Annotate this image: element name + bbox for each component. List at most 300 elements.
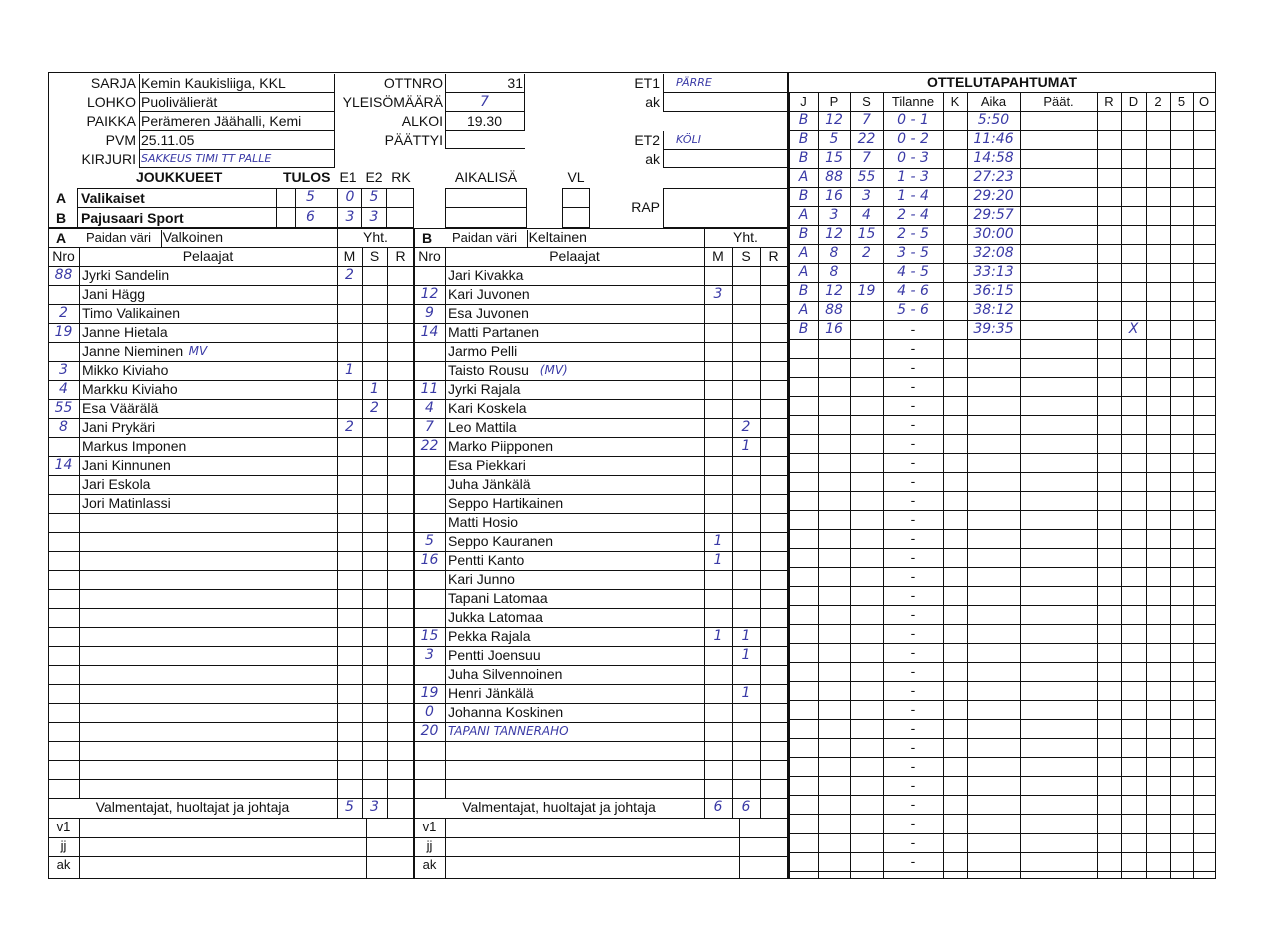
roster-row-line: [48, 551, 414, 552]
shirt-color-value[interactable]: Keltainen: [528, 229, 587, 245]
roster-row-line: [48, 665, 414, 666]
col-line: [445, 818, 446, 878]
staff-label: Valmentajat, huoltajat ja johtaja: [462, 799, 656, 815]
player-number: 12: [420, 286, 439, 302]
event-score-empty: -: [910, 435, 916, 451]
event-score: 4 - 5: [897, 264, 929, 280]
field-label: OTTNRO: [383, 75, 443, 91]
event-score: 1 - 4: [897, 188, 929, 204]
rk-right: [413, 188, 414, 228]
player-name[interactable]: Johanna Koskinen: [448, 704, 564, 720]
referee-et1[interactable]: PÄRRE: [676, 76, 712, 89]
shirt-color-box: [161, 230, 162, 247]
event-time: 5:50: [977, 112, 1010, 128]
col-line: [362, 247, 363, 818]
event-score: 2 - 5: [897, 226, 929, 242]
team-letter: B: [56, 210, 67, 226]
event-score-empty: -: [910, 682, 916, 698]
event-team: B: [798, 150, 809, 166]
event-time: 32:08: [973, 245, 1014, 261]
roster-top: [48, 228, 414, 229]
player-name[interactable]: Seppo Kauranen: [448, 533, 554, 549]
sarja-right: [334, 74, 335, 168]
col-line: [79, 818, 80, 878]
event-score-empty: -: [910, 663, 916, 679]
roster-row-line: [48, 627, 414, 628]
roster-row-line: [48, 437, 414, 438]
shirt-color-label: Paidan väri: [452, 230, 518, 245]
events-col-header: 2: [1154, 94, 1162, 109]
field-value-paikka[interactable]: Perämeren Jäähalli, Kemi: [141, 113, 302, 129]
sarja-left: [139, 74, 140, 168]
player-name[interactable]: Jani Kinnunen: [82, 457, 171, 473]
events-line: [789, 92, 1215, 93]
player-number: 4: [59, 381, 68, 397]
col-line: [387, 247, 388, 818]
events-row-line: [789, 833, 1215, 834]
event-assist: 55: [857, 169, 876, 185]
col-goals: M: [343, 248, 356, 264]
player-name[interactable]: Esa Juvonen: [448, 305, 529, 321]
events-row-line: [789, 700, 1215, 701]
roster-top: [414, 228, 787, 229]
events-col-line: [1020, 92, 1021, 879]
player-name[interactable]: Jani Hägg: [82, 286, 146, 302]
player-name[interactable]: Juha Silvennoinen: [448, 666, 563, 682]
event-time: 38:12: [973, 302, 1014, 318]
event-time: 36:15: [973, 283, 1014, 299]
field-line: [445, 130, 525, 131]
roster-row-line: [48, 247, 414, 248]
roster-row-line: [48, 304, 414, 305]
col-line: [445, 247, 446, 798]
shirt-color-box: [527, 230, 528, 247]
events-row-line: [789, 396, 1215, 397]
player-note: (MV): [539, 363, 568, 377]
event-score-empty: -: [910, 796, 916, 812]
player-name[interactable]: TAPANI TANNERAHO: [448, 724, 569, 738]
field-value-sarja[interactable]: Kemin Kaukisliiga, KKL: [141, 75, 286, 91]
event-score-empty: -: [910, 587, 916, 603]
field-line: [445, 111, 525, 112]
field-label: PÄÄTTYI: [384, 132, 443, 148]
field-label: ak: [645, 94, 660, 110]
event-score: 0 - 3: [897, 150, 929, 166]
player-name[interactable]: Jukka Latomaa: [448, 609, 543, 625]
player-name[interactable]: Mikko Kiviaho: [82, 362, 169, 378]
player-note: MV: [188, 344, 208, 358]
field-label: ET2: [634, 132, 660, 148]
event-assist: 15: [857, 226, 876, 242]
field-label: KIRJURI: [81, 151, 136, 167]
event-assist: 7: [862, 150, 871, 166]
field-value-lohko[interactable]: Puolivälierät: [141, 94, 218, 110]
e1-right: [361, 188, 362, 228]
timeout-a: [445, 188, 527, 208]
player-number: 19: [420, 685, 439, 701]
player-name[interactable]: Leo Mattila: [448, 419, 517, 435]
rap-label: RAP: [631, 199, 660, 215]
roster-row-line: [48, 399, 414, 400]
team-line: [77, 207, 414, 208]
event-score-empty: -: [910, 492, 916, 508]
events-row-line: [789, 795, 1215, 796]
player-number: 9: [425, 305, 434, 321]
player-number: 22: [420, 438, 439, 454]
event-team: A: [798, 264, 809, 280]
team-period1: 0: [345, 189, 355, 205]
event-assist: 2: [862, 245, 871, 261]
tulos-heading: TULOS: [283, 169, 331, 185]
events-col-line: [1146, 92, 1147, 879]
player-name[interactable]: Matti Partanen: [448, 324, 540, 340]
col-players: Pelaajat: [182, 248, 234, 264]
player-number: 3: [59, 362, 68, 378]
staff-assists: 3: [370, 799, 379, 815]
player-number: 2: [59, 305, 68, 321]
event-team: B: [798, 112, 809, 128]
roster-row-line: [48, 741, 414, 742]
player-name[interactable]: Henri Jänkälä: [448, 685, 534, 701]
event-score-empty: -: [910, 511, 916, 527]
event-team: B: [798, 321, 809, 337]
field-line: [663, 111, 787, 112]
player-name[interactable]: Kari Junno: [448, 571, 515, 587]
roster-row-line: [48, 798, 414, 799]
col-line: [732, 247, 733, 818]
player-goals: 3: [713, 286, 723, 302]
player-name[interactable]: Jari Eskola: [82, 476, 151, 492]
player-name[interactable]: Matti Hosio: [448, 514, 519, 530]
event-score-empty: -: [910, 625, 916, 641]
staff-goals: 6: [713, 799, 723, 815]
col-nro: Nro: [52, 248, 75, 264]
player-goals: 1: [713, 552, 723, 568]
player-number: 19: [54, 324, 73, 340]
score-left: [295, 188, 296, 228]
player-name[interactable]: Marko Piipponen: [448, 438, 554, 454]
player-name[interactable]: Pentti Joensuu: [448, 647, 541, 663]
events-row-line: [789, 415, 1215, 416]
player-assists: 1: [370, 381, 379, 397]
field-line: [663, 167, 787, 168]
col-line: [760, 247, 761, 818]
player-name[interactable]: Juha Jänkälä: [448, 476, 531, 492]
roster-row-line: [48, 418, 414, 419]
roster-letter: A: [56, 230, 67, 246]
events-row-line: [789, 434, 1215, 435]
event-score-empty: -: [910, 758, 916, 774]
player-name[interactable]: Markku Kiviaho: [82, 381, 178, 397]
field-label: PVM: [105, 132, 136, 148]
event-scorer: 16: [825, 321, 843, 337]
col-assists: S: [741, 248, 751, 264]
roster-line: [414, 837, 787, 838]
event-score: 5 - 6: [897, 302, 929, 318]
field-label: ALKOI: [401, 113, 443, 129]
events-col-header: O: [1198, 94, 1210, 109]
col-line: [337, 228, 338, 818]
events-col-header: D: [1128, 94, 1139, 109]
event-score-empty: -: [910, 606, 916, 622]
player-name[interactable]: Janne Nieminen: [82, 343, 184, 359]
player-name[interactable]: Taisto Rousu: [448, 362, 529, 378]
col-assists: S: [369, 248, 380, 264]
events-row-line: [789, 510, 1215, 511]
events-row-line: [789, 472, 1215, 473]
event-score-empty: -: [910, 340, 916, 356]
roster-row-line: [48, 456, 414, 457]
field-line: [139, 111, 335, 112]
roster-row-line: [48, 475, 414, 476]
sign-col-line: [739, 818, 740, 878]
field-value-ottnro[interactable]: 31: [507, 75, 523, 91]
col-line: [704, 228, 705, 818]
player-name[interactable]: Esa Väärälä: [82, 400, 159, 416]
events-col-header: J: [800, 94, 807, 109]
event-team: B: [798, 188, 809, 204]
roster-row-line: [48, 703, 414, 704]
field-line: [445, 92, 525, 93]
field-line: [139, 92, 335, 93]
event-scorer: 15: [825, 150, 843, 166]
team-name-b[interactable]: Pajusaari Sport: [81, 210, 184, 226]
event-scorer: 3: [829, 207, 839, 223]
team-score: 5: [306, 189, 315, 205]
field-label: YLEISÖMÄÄRÄ: [342, 94, 443, 110]
player-name[interactable]: Jarmo Pelli: [448, 343, 518, 359]
player-assists: 2: [741, 419, 751, 435]
events-row-line: [789, 491, 1215, 492]
roster-line: [414, 856, 787, 857]
player-name[interactable]: Kari Koskela: [448, 400, 527, 416]
roster-line: [48, 837, 414, 838]
field-line: [663, 149, 787, 150]
ottnro-right: [524, 74, 525, 130]
player-name[interactable]: Pentti Kanto: [448, 552, 525, 568]
player-name[interactable]: Tapani Latomaa: [448, 590, 548, 606]
player-assists: 1: [741, 628, 751, 644]
totals-label: Yht.: [363, 229, 388, 245]
e1-heading: E1: [339, 169, 357, 185]
col-penalties: R: [768, 248, 779, 264]
field-label: ET1: [634, 75, 660, 91]
event-scorer: 12: [825, 283, 843, 299]
events-row-line: [789, 624, 1215, 625]
roster-letter: B: [422, 230, 433, 246]
player-number: 11: [420, 381, 439, 397]
events-row-line: [789, 757, 1215, 758]
event-assist: 4: [862, 207, 871, 223]
event-time: 39:35: [973, 321, 1014, 337]
roster-row-line: [48, 589, 414, 590]
events-col-line: [1170, 92, 1171, 879]
event-assist: 22: [857, 131, 876, 147]
roster-row-line: [48, 532, 414, 533]
event-score-empty: -: [910, 815, 916, 831]
event-score: 0 - 2: [897, 131, 929, 147]
events-row-line: [789, 586, 1215, 587]
roster-row-line: [48, 342, 414, 343]
col-nro: Nro: [418, 248, 441, 264]
player-goals: 1: [713, 533, 723, 549]
shirt-color-value[interactable]: Valkoinen: [162, 229, 224, 245]
player-name[interactable]: Janne Hietala: [82, 324, 168, 340]
player-name[interactable]: Jari Kivakka: [448, 267, 524, 283]
vl-heading: VL: [567, 169, 585, 185]
col-players: Pelaajat: [549, 248, 600, 264]
roster-row-line: [48, 323, 414, 324]
score-right: [337, 188, 338, 228]
player-number: 14: [54, 457, 73, 473]
event-score-empty: -: [910, 720, 916, 736]
player-number: 88: [54, 267, 73, 283]
event-score-empty: -: [910, 454, 916, 470]
events-row-line: [789, 662, 1215, 663]
team-name-left: [77, 188, 78, 228]
sign-ak: ak: [56, 857, 71, 872]
event-team: A: [798, 169, 809, 185]
player-assists: 1: [741, 438, 751, 454]
field-label: PAIKKA: [86, 113, 136, 129]
event-score-empty: -: [910, 644, 916, 660]
totals-label: Yht.: [733, 229, 758, 245]
sign-v1: v1: [56, 819, 71, 834]
col-goals: M: [712, 248, 724, 264]
staff-goals: 5: [345, 799, 354, 815]
frame-bottom: [48, 878, 1216, 879]
field-label: LOHKO: [86, 94, 136, 110]
player-goals: 1: [713, 628, 723, 644]
roster-row-line: [48, 361, 414, 362]
player-assists: 2: [370, 400, 379, 416]
player-number: 0: [425, 704, 434, 720]
vl-a: [562, 188, 590, 208]
event-time: 14:58: [973, 150, 1014, 166]
player-goals: 2: [345, 419, 354, 435]
player-number: 8: [59, 419, 68, 435]
events-col-header: R: [1104, 94, 1114, 109]
events-row-line: [789, 681, 1215, 682]
events-row-line: [789, 339, 1215, 340]
events-col-header: K: [950, 94, 960, 109]
events-row-line: [789, 814, 1215, 815]
field-line: [663, 92, 787, 93]
referee-et2[interactable]: KÖLI: [676, 133, 701, 146]
event-time: 29:20: [973, 188, 1014, 204]
events-row-line: [789, 643, 1215, 644]
roster-row-line: [48, 760, 414, 761]
player-name[interactable]: Jyrki Rajala: [448, 381, 521, 397]
event-team: B: [798, 226, 809, 242]
field-value-yleiso[interactable]: 7: [480, 94, 489, 110]
player-name[interactable]: Jani Prykäri: [82, 419, 156, 435]
event-team: B: [798, 131, 809, 147]
rk-heading: RK: [391, 169, 411, 185]
event-score-empty: -: [910, 777, 916, 793]
rap-left: [663, 188, 664, 228]
roster-row-line: [48, 722, 414, 723]
events-row-line: [789, 871, 1215, 872]
player-name[interactable]: Markus Imponen: [82, 438, 187, 454]
event-score-empty: -: [910, 397, 916, 413]
events-col-header: Aika: [980, 94, 1007, 109]
player-number: 3: [425, 647, 434, 663]
sign-jj: jj: [426, 838, 433, 853]
events-col-header: 5: [1177, 94, 1186, 109]
events-col-line: [1215, 92, 1216, 879]
vl-b: [562, 207, 590, 228]
player-name[interactable]: Esa Piekkari: [448, 457, 526, 473]
roster-row-line: [48, 285, 414, 286]
events-col-line: [943, 92, 944, 879]
event-time: 11:46: [973, 131, 1014, 147]
events-row-line: [789, 358, 1215, 359]
player-number: 4: [425, 400, 434, 416]
events-col-line: [1121, 92, 1122, 879]
team-line: [77, 188, 414, 189]
player-name[interactable]: Pekka Rajala: [448, 628, 531, 644]
player-name[interactable]: Timo Valikainen: [82, 305, 181, 321]
event-score: 0 - 1: [897, 112, 929, 128]
event-score-empty: -: [910, 359, 916, 375]
events-row-line: [789, 605, 1215, 606]
player-name[interactable]: Jyrki Sandelin: [82, 267, 170, 283]
event-score-empty: -: [910, 834, 916, 850]
sign-jj: jj: [60, 838, 67, 853]
team-name-a[interactable]: Valikaiset: [81, 190, 145, 206]
field-value-alkoi[interactable]: 19.30: [466, 113, 503, 129]
player-name[interactable]: Seppo Hartikainen: [448, 495, 564, 511]
event-score-empty: -: [910, 473, 916, 489]
e2-right: [386, 188, 387, 228]
roster-row-line: [48, 779, 414, 780]
events-row-line: [789, 529, 1215, 530]
team-period2: 3: [369, 209, 379, 225]
event-team: A: [798, 302, 809, 318]
event-scorer: 5: [829, 131, 839, 147]
events-row-line: [789, 852, 1215, 853]
field-line: [445, 148, 525, 149]
player-goals: 1: [345, 362, 354, 378]
shirt-color-label: Paidan väri: [86, 230, 152, 245]
event-score: 2 - 4: [897, 207, 929, 223]
events-col-header: S: [862, 94, 871, 109]
player-name[interactable]: Jori Matinlassi: [82, 495, 171, 511]
e2-heading: E2: [365, 169, 383, 185]
player-number: 20: [420, 723, 439, 739]
player-name[interactable]: Kari Juvonen: [448, 286, 530, 302]
roster-line: [414, 818, 787, 819]
field-value-pvm[interactable]: 25.11.05: [141, 132, 195, 148]
field-value-paattyi[interactable]: [446, 131, 523, 149]
event-scorer: 88: [825, 302, 843, 318]
event-penalty-mark: X: [1128, 321, 1139, 337]
timeout-b: [445, 207, 527, 228]
staff-assists: 6: [741, 799, 751, 815]
events-row-line: [789, 719, 1215, 720]
roster-row-line: [48, 646, 414, 647]
field-value-kirjuri[interactable]: SAKKEUS TIMI TT PALLE: [141, 152, 272, 165]
event-time: 27:23: [973, 169, 1014, 185]
roster-row-line: [48, 513, 414, 514]
staff-label: Valmentajat, huoltajat ja johtaja: [95, 799, 290, 815]
events-row-line: [789, 776, 1215, 777]
roster-row-line: [48, 608, 414, 609]
roster-row-line: [48, 570, 414, 571]
events-col-line: [1097, 92, 1098, 879]
event-score-empty: -: [910, 416, 916, 432]
